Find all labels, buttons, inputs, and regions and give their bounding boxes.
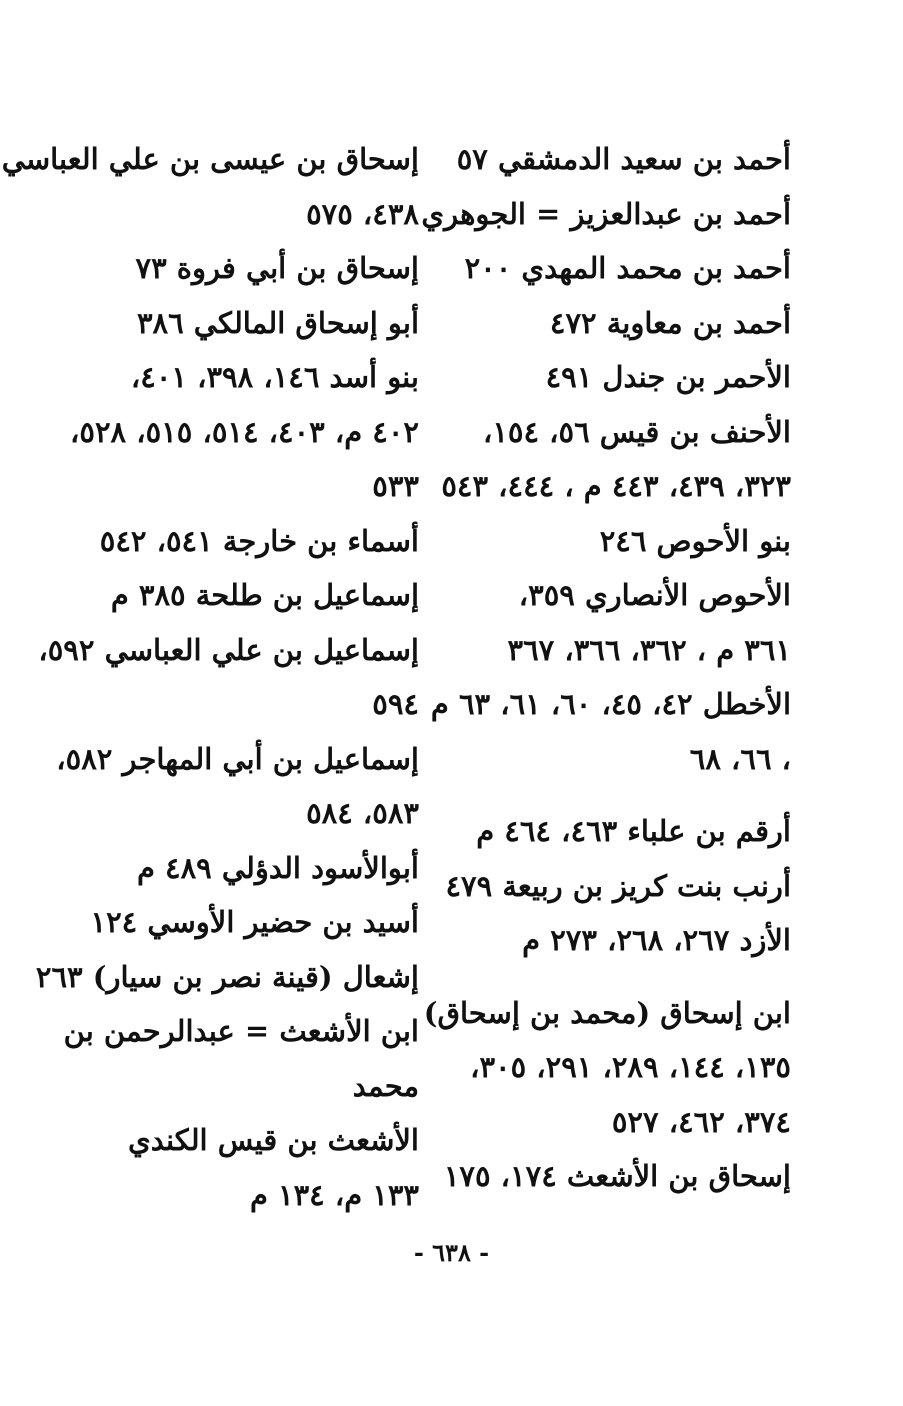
index-entry-continuation: ٤٠٢ م، ٤٠٣، ٥١٤، ٥١٥، ٥٢٨، <box>70 414 419 449</box>
index-entry: بنو أسد ١٤٦، ٣٩٨، ٤٠١، <box>130 360 419 394</box>
index-entry: أحمد بن سعيد الدمشقي ٥٧ <box>456 142 791 176</box>
index-entry: ابن الأشعث = عبدالرحمن بن <box>63 1014 419 1048</box>
index-entry: الأخطل ٤٢، ٤٥، ٦٠، ٦١، ٦٣ م <box>430 687 791 721</box>
index-entry-continuation: ٥٩٤ <box>372 687 419 721</box>
index-entry: أحمد بن معاوية ٤٧٢ <box>549 305 791 340</box>
index-entry: ابن إسحاق (محمد بن إسحاق) <box>423 995 791 1030</box>
index-entry-continuation: ٣٦١ م ، ٣٦٢، ٣٦٦، ٣٦٧ <box>507 632 791 667</box>
page-number: - ٦٣٨ - <box>413 1238 490 1267</box>
index-entry: أبو إسحاق المالكي ٣٨٦ <box>136 305 419 340</box>
letter-group-gap <box>446 968 791 986</box>
index-entry-continuation: ١٣٣ م، ١٣٤ م <box>249 1177 419 1212</box>
index-entry-continuation: ٣٢٣، ٤٣٩، ٤٤٣ م ، ٤٤٤، ٥٤٣ <box>441 469 791 503</box>
index-entry: أحمد بن محمد المهدي ٢٠٠ <box>464 251 791 285</box>
index-entry: بنو الأحوص ٢٤٦ <box>599 523 791 558</box>
index-entry: إسحاق بن الأشعث ١٧٤، ١٧٥ <box>443 1159 791 1193</box>
index-entry: إسماعيل بن طلحة ٣٨٥ م <box>110 578 419 612</box>
index-entry-continuation: ١٣٥، ١٤٤، ٢٨٩، ٢٩١، ٣٠٥، <box>470 1050 791 1084</box>
index-entry-continuation: ٤٣٨، ٥٧٥ <box>306 196 419 231</box>
index-column-left <box>1 132 419 1222</box>
index-entry: الأحمر بن جندل ٤٩١ <box>545 360 791 394</box>
index-entry: إشعال (قينة نصر بن سيار) ٢٦٣ <box>35 959 419 994</box>
index-entry: أبوالأسود الدؤلي ٤٨٩ م <box>136 850 419 885</box>
index-entry-continuation: ٥٣٣ <box>372 469 419 503</box>
letter-group-gap <box>446 786 791 804</box>
index-entry: الأحنف بن قيس ٥٦، ١٥٤، <box>482 414 791 449</box>
index-entry-continuation: ، ٦٦، ٦٨ <box>689 741 791 776</box>
index-column-right <box>421 132 791 1204</box>
index-entry: أرقم بن علباء ٤٦٣، ٤٦٤ م <box>476 814 791 848</box>
index-entry: أحمد بن عبدالعزيز = الجوهري <box>421 196 791 231</box>
index-entry: الأشعث بن قيس الكندي <box>128 1123 419 1157</box>
index-entry: الأحوص الأنصاري ٣٥٩، <box>518 578 791 612</box>
index-entry: الأزد ٢٦٧، ٢٦٨، ٢٧٣ م <box>522 923 791 957</box>
index-entry: أرنب بنت كريز بن ربيعة ٤٧٩ <box>445 868 791 903</box>
index-entry: إسماعيل بن أبي المهاجر ٥٨٢، <box>56 741 419 776</box>
index-entry: إسحاق بن أبي فروة ٧٣ <box>135 251 419 285</box>
index-entry: إسماعيل بن علي العباسي ٥٩٢، <box>38 632 419 667</box>
index-entry: أسيد بن حضير الأوسي ١٢٤ <box>90 905 419 939</box>
index-entry: إسحاق بن عيسى بن علي العباسي <box>1 142 419 176</box>
index-entry-continuation: محمد <box>352 1068 419 1103</box>
index-entry: أسماء بن خارجة ٥٤١، ٥٤٢ <box>99 523 419 558</box>
index-entry-continuation: ٥٨٣، ٥٨٤ <box>306 796 419 830</box>
index-entry-continuation: ٣٧٤، ٤٦٢، ٥٢٧ <box>611 1104 791 1139</box>
